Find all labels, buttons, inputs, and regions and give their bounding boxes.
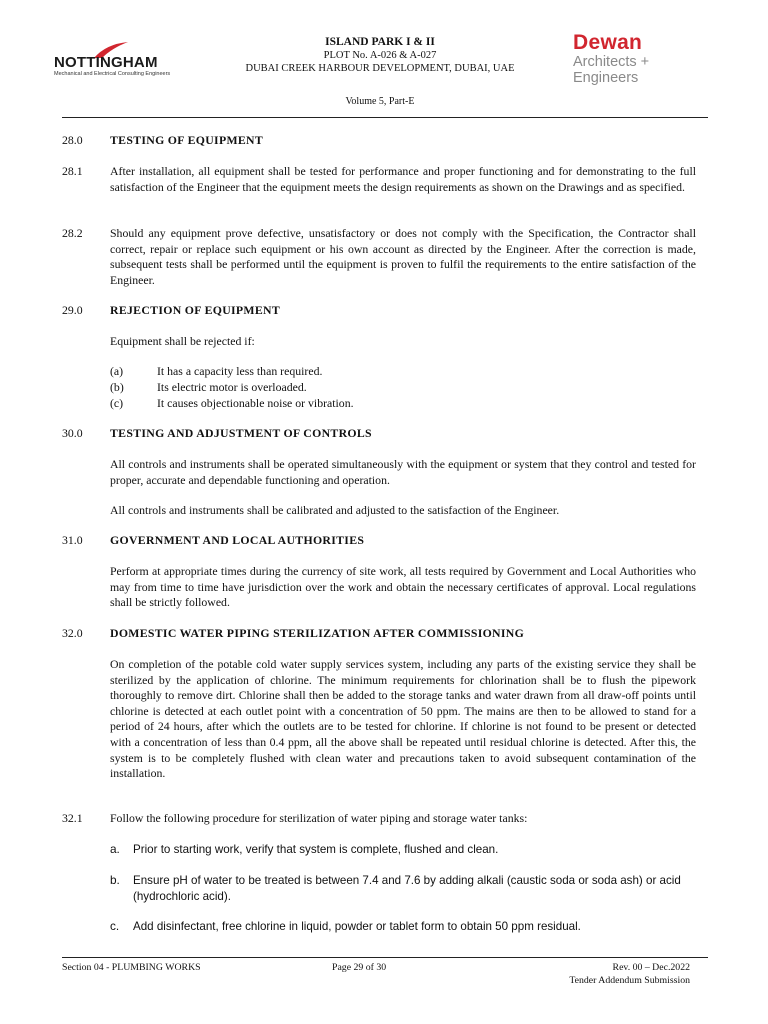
list-item: It causes objectionable noise or vibration.: [157, 396, 354, 410]
dewan-line1: Architects +: [573, 54, 650, 70]
footer-page: Page 29 of 30: [332, 962, 387, 973]
header-divider: [62, 117, 708, 118]
paragraph: On completion of the potable cold water supply services system, including any parts of the existing service they shall be sterilized by the application of chlorine. The minimum requirements for chlorination shall be to flush the pipework thoroughly to remove dirt. Chlorine shall then be added to the storage tanks and water drawn from all draw-off points until chlorine is detected at each outlet point with a concentration of 50 ppm. The mains are then to be allowed to stand for a period of 24 hours, after which the outlets are to be tested for chlorine. If chlorine is not found to be present or detected with a concentration of less than 0.4 ppm, all the above shall be repeated until residual chlorine is detected. After this, the system is to be completely flushed with clean water and precautions taken to avoid subsequent contamination of the installation.: [110, 657, 696, 781]
list-marker: (c): [110, 396, 124, 410]
list-item: Its electric motor is overloaded.: [157, 380, 307, 394]
list-item: Add disinfectant, free chlorine in liquid, powder or tablet form to obtain 50 ppm residual.: [133, 920, 581, 933]
section-heading: GOVERNMENT AND LOCAL AUTHORITIES: [110, 533, 365, 547]
clause-number: 28.2: [62, 226, 83, 240]
section-number: 31.0: [62, 533, 83, 547]
project-title: ISLAND PARK I & II: [325, 36, 435, 48]
section-number: 32.0: [62, 626, 83, 640]
clause-text: Should any equipment prove defective, unsatisfactory or does not comply with the Specification, the Contractor shall correct, repair or replace such equipment or his own account as directed by the Engineer. After the correction is made, subsequent tests shall be performed until the equipment is proven to fulfil the requirements to the entire satisfaction of the Engineer.: [110, 226, 696, 287]
list-marker: c.: [110, 919, 120, 933]
section-number: 28.0: [62, 133, 83, 147]
clause-text: After installation, all equipment shall be tested for performance and proper functioning and for demonstrating to the full satisfaction of the Engineer that the equipment meets the design requirements as shown on the Drawings and as specified.: [110, 164, 696, 194]
header-title-block: [180, 36, 580, 75]
list-marker: a.: [110, 842, 120, 856]
paragraph: Perform at appropriate times during the currency of site work, all tests required by Government and Local Authorities who may from time to time have jurisdiction over the work and obtain the necessary certificates of approval. Local regulations shall be strictly followed.: [110, 564, 696, 610]
list-item: Prior to starting work, verify that system is complete, flushed and clean.: [133, 843, 499, 856]
list-marker: b.: [110, 873, 120, 887]
list-marker: (b): [110, 380, 124, 394]
footer-section: Section 04 - PLUMBING WORKS: [62, 962, 201, 973]
footer-divider: [62, 957, 708, 958]
list-marker: (a): [110, 364, 124, 378]
logo-tagline: Mechanical and Electrical Consulting Engineers: [54, 71, 171, 77]
section-heading: TESTING OF EQUIPMENT: [110, 133, 264, 147]
paragraph: All controls and instruments shall be operated simultaneously with the equipment or system that they control and tested for proper, accurate and dependable functioning and operation.: [110, 457, 696, 487]
footer-submission: Tender Addendum Submission: [569, 975, 690, 986]
dewan-name: Dewan: [573, 31, 643, 54]
logo-name: NOTTINGHAM: [54, 54, 158, 71]
section-heading: DOMESTIC WATER PIPING STERILIZATION AFTER COMMISSIONING: [110, 626, 525, 640]
list-item: Ensure pH of water to be treated is between 7.4 and 7.6 by adding alkali (caustic soda or soda ash) or acid (hydrochloric acid).: [133, 874, 681, 903]
footer-revision: Rev. 00 – Dec.2022: [612, 962, 690, 973]
list-item: It has a capacity less than required.: [157, 364, 323, 378]
clause-text: Follow the following procedure for sterilization of water piping and storage water tanks:: [110, 811, 528, 825]
plot-number: PLOT No. A-026 & A-027: [323, 50, 437, 61]
paragraph: All controls and instruments shall be calibrated and adjusted to the satisfaction of the Engineer.: [110, 503, 560, 517]
clause-number: 28.1: [62, 164, 83, 178]
clause-number: 32.1: [62, 811, 83, 825]
dewan-line2: Engineers: [573, 70, 639, 86]
section-heading: TESTING AND ADJUSTMENT OF CONTROLS: [110, 426, 372, 440]
project-location: DUBAI CREEK HARBOUR DEVELOPMENT, DUBAI, UAE: [245, 63, 515, 74]
paragraph: Equipment shall be rejected if:: [110, 334, 255, 348]
section-number: 29.0: [62, 303, 83, 317]
dewan-logo: [573, 32, 649, 86]
section-number: 30.0: [62, 426, 83, 440]
volume-label: Volume 5, Part-E: [345, 96, 415, 107]
nottingham-logo: [52, 38, 174, 78]
section-heading: REJECTION OF EQUIPMENT: [110, 303, 281, 317]
